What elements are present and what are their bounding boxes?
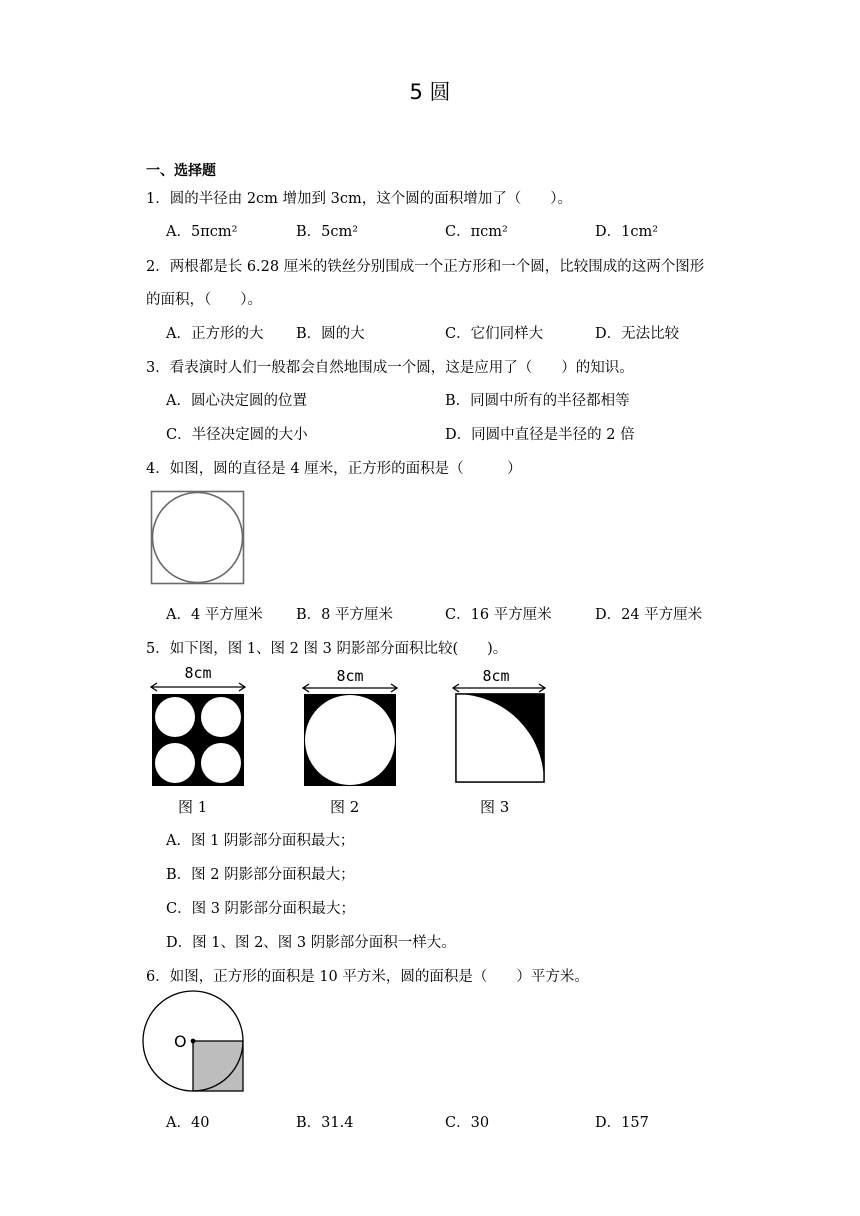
q6-center-dot bbox=[191, 1039, 196, 1044]
q4-option-d[interactable]: D．24 平方厘米 bbox=[595, 607, 703, 623]
q5-figure-1-label: 图 1 bbox=[178, 798, 208, 816]
question-5-stem: 5．如下图，图 1、图 2 图 3 阴影部分面积比较( )。 bbox=[146, 641, 508, 657]
q5-figure-1 bbox=[148, 664, 248, 786]
q2-option-b[interactable]: B．圆的大 bbox=[296, 326, 365, 342]
q5-fig1-circle bbox=[155, 697, 195, 737]
q6-option-d[interactable]: D．157 bbox=[595, 1115, 649, 1131]
q5-fig1-circle bbox=[201, 743, 241, 783]
q6-center-label: O bbox=[174, 1032, 187, 1051]
q4-option-a[interactable]: A．4 平方厘米 bbox=[166, 607, 263, 623]
q5-option-d[interactable]: D．图 1、图 2、图 3 阴影部分面积一样大。 bbox=[166, 935, 456, 951]
q2-option-a[interactable]: A．正方形的大 bbox=[166, 326, 264, 342]
q3-option-c[interactable]: C．半径决定圆的大小 bbox=[166, 427, 308, 443]
page-title: 5 圆 bbox=[409, 80, 451, 104]
q1-option-c[interactable]: C．πcm² bbox=[445, 224, 508, 240]
q4-option-b[interactable]: B．8 平方厘米 bbox=[296, 607, 393, 623]
question-2-stem-line1: 2．两根都是长 6.28 厘米的铁丝分别围成一个正方形和一个圆，比较围成的这两个图形 bbox=[146, 259, 705, 275]
q5-option-a[interactable]: A．图 1 阴影部分面积最大； bbox=[166, 833, 355, 849]
q6-option-c[interactable]: C．30 bbox=[445, 1115, 490, 1131]
q6-square bbox=[193, 1041, 243, 1091]
q3-option-d[interactable]: D．同圆中直径是半径的 2 倍 bbox=[445, 427, 635, 443]
q3-option-b[interactable]: B．同圆中所有的半径都相等 bbox=[445, 393, 630, 409]
question-1-stem: 1．圆的半径由 2cm 增加到 3cm，这个圆的面积增加了（ ）。 bbox=[146, 191, 572, 207]
q5-figure-3-label: 图 3 bbox=[480, 798, 510, 816]
q5-figure-2-label: 图 2 bbox=[330, 798, 360, 816]
q5-figure-2 bbox=[300, 664, 400, 786]
q1-option-a[interactable]: A．5πcm² bbox=[166, 224, 238, 240]
q5-fig1-circle bbox=[201, 697, 241, 737]
q5-fig2-dimension-label: 8cm bbox=[336, 667, 364, 685]
q5-fig1-circle bbox=[155, 743, 195, 783]
q6-figure-circle-and-square bbox=[140, 990, 250, 1096]
q5-fig2-circle bbox=[305, 695, 395, 785]
question-6-stem: 6．如图，正方形的面积是 10 平方米，圆的面积是（ ）平方米。 bbox=[146, 969, 589, 985]
q1-option-d[interactable]: D．1cm² bbox=[595, 224, 659, 240]
question-4-stem: 4．如图，圆的直径是 4 厘米，正方形的面积是（ ） bbox=[146, 461, 522, 477]
q4-figure-circle-in-square bbox=[150, 490, 246, 586]
q5-option-c[interactable]: C．图 3 阴影部分面积最大； bbox=[166, 901, 356, 917]
q2-option-d[interactable]: D．无法比较 bbox=[595, 326, 680, 342]
q5-figure-3 bbox=[450, 664, 550, 786]
q5-fig1-dimension-label: 8cm bbox=[184, 664, 212, 682]
q5-fig3-dimension-label: 8cm bbox=[482, 667, 510, 685]
q6-option-a[interactable]: A．40 bbox=[166, 1115, 210, 1131]
q4-circle bbox=[153, 493, 243, 583]
question-2-stem-line2: 的面积，（ ）。 bbox=[146, 292, 262, 308]
question-3-stem: 3．看表演时人们一般都会自然地围成一个圆，这是应用了（ ）的知识。 bbox=[146, 360, 634, 376]
q6-option-b[interactable]: B．31.4 bbox=[296, 1115, 354, 1131]
q2-option-c[interactable]: C．它们同样大 bbox=[445, 326, 544, 342]
q3-option-a[interactable]: A．圆心决定圆的位置 bbox=[166, 393, 307, 409]
q5-option-b[interactable]: B．图 2 阴影部分面积最大； bbox=[166, 867, 355, 883]
q1-option-b[interactable]: B．5cm² bbox=[296, 224, 359, 240]
q4-option-c[interactable]: C．16 平方厘米 bbox=[445, 607, 552, 623]
section-heading: 一、选择题 bbox=[146, 163, 216, 179]
